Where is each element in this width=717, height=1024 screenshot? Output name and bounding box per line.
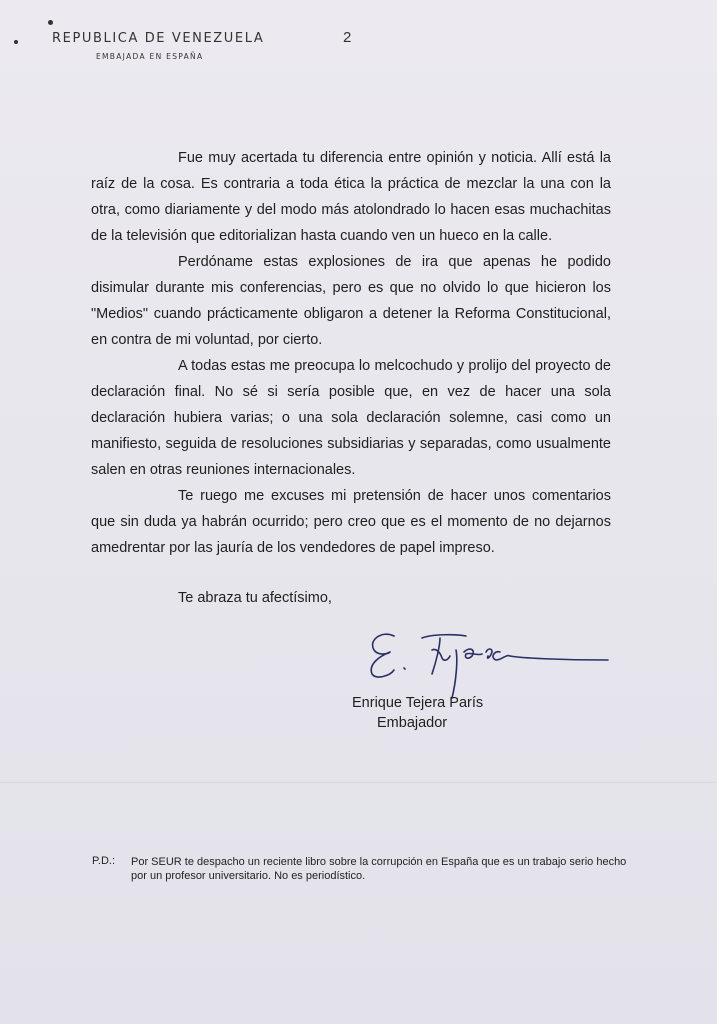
body-paragraph: Te ruego me excuses mi pretensión de hacer unos comentarios que sin duda ya habrán ocurrido; pero creo que es el momento de no dejarnos amedrentar por las jauría de los vendedores de papel impreso.	[91, 488, 611, 556]
letter-body	[91, 145, 611, 561]
ink-mark	[14, 40, 18, 44]
postscript-text: Por SEUR te despacho un reciente libro sobre la corrupción en España que es un trabajo serio hecho por un profesor universitario. No es periodístico.	[131, 856, 627, 882]
signer-name: Enrique Tejera París	[352, 695, 484, 711]
letterhead-office: EMBAJADA EN ESPAÑA	[96, 52, 204, 61]
letterhead-country: REPUBLICA DE VENEZUELA	[52, 31, 265, 46]
body-paragraph: A todas estas me preocupa lo melcochudo y prolijo del proyecto de declaración final. No sé si sería posible que, en vez de hacer una sola declaración hubiera varias; o una sola declaración solemne, casi como un manifiesto, seguida de resoluciones subsidiarias y separadas, como usualmente salen en otras reuniones internacionales.	[91, 358, 611, 478]
ink-mark	[48, 20, 53, 25]
body-paragraph: Perdóname estas explosiones de ira que apenas he podido disimular durante mis conferencias, pero es que no olvido lo que hicieron los "Medios" cuando prácticamente obligaron a detener la Reforma Constitucional, en contra de mi voluntad, por cierto.	[91, 254, 611, 348]
paper-fold-line	[0, 782, 717, 783]
body-paragraph: Fue muy acertada tu diferencia entre opinión y noticia. Allí está la raíz de la cosa. Es contraria a toda ética la práctica de mezclar la una con la otra, como diariamente y del modo más atolondrado lo hacen esas muchachitas de la televisión que editorializan hasta cuando ven un hueco en la calle.	[91, 150, 611, 244]
page-number: 2	[343, 29, 352, 46]
postscript-label: P.D.:	[92, 855, 116, 867]
closing-line: Te abraza tu afectísimo,	[178, 590, 332, 606]
handwritten-signature	[360, 622, 620, 702]
signer-title: Embajador	[377, 715, 448, 731]
